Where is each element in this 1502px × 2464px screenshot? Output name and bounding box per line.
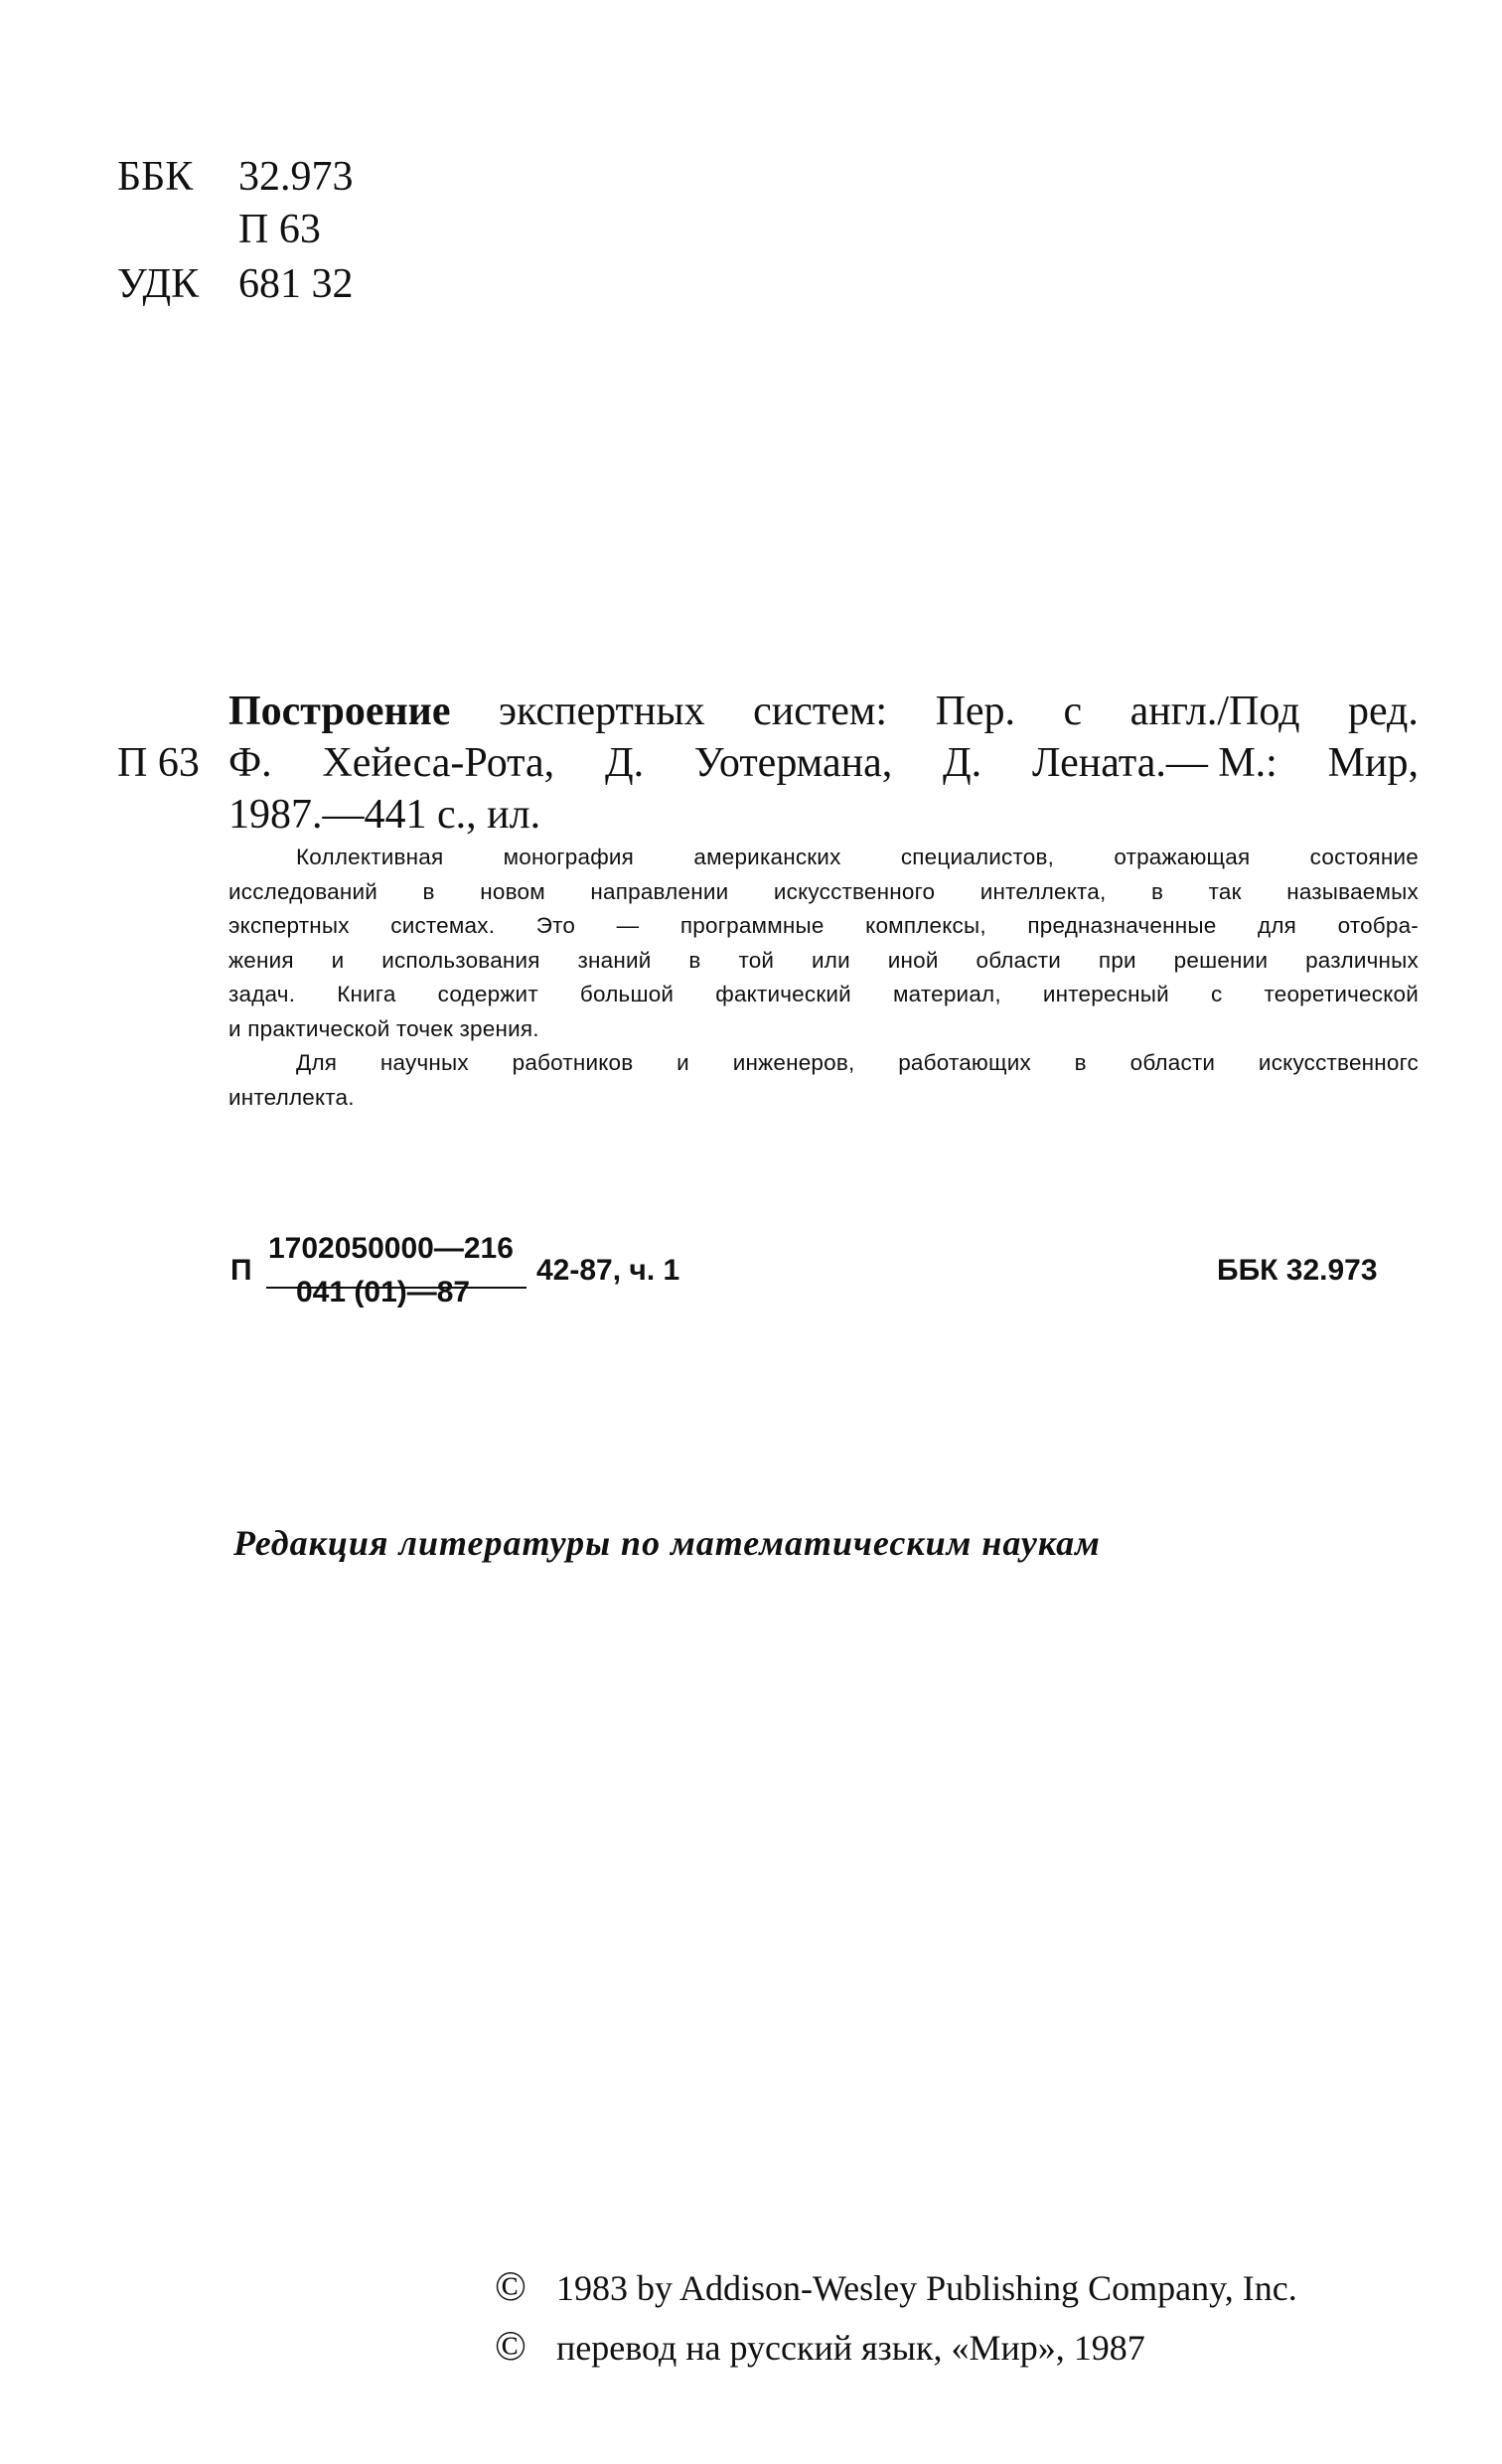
index-suffix: 42-87, ч. 1: [536, 1254, 680, 1287]
index-letter: П: [230, 1254, 252, 1287]
entry-word: англ./Под: [1129, 689, 1300, 734]
entry-word: Мир,: [1327, 740, 1419, 786]
entry-line-1: [228, 686, 1419, 737]
entry-line-3: 1987.—441 с., ил.: [228, 792, 541, 838]
entry-author-mark: П 63: [117, 740, 200, 786]
index-numerator: 1702050000—216: [268, 1232, 514, 1265]
entry-word: систем:: [753, 689, 888, 734]
udk-label: УДК: [117, 261, 200, 307]
udk-code: 681 32: [238, 261, 354, 307]
annotation: [228, 841, 1419, 1115]
annotation-line: задач. Книга содержит большой фактический материал, интересный с теоретической: [228, 982, 1419, 1006]
annotation-line: Для научных работников и инженеров, работающих в области искусственногс: [296, 1050, 1419, 1075]
annotation-line: и практической точек зрения.: [228, 1015, 539, 1041]
entry-word: ред.: [1347, 689, 1419, 734]
entry-word: Пер.: [935, 689, 1016, 734]
entry-word: Ф.: [228, 740, 272, 786]
entry-word: экспертных: [498, 689, 705, 734]
copyright-symbol: ©: [495, 2264, 526, 2310]
copyright-symbol: ©: [495, 2324, 526, 2370]
entry-word: Хейеса-Рота,: [322, 740, 555, 786]
annotation-line: экспертных системах. Это — программные комплексы, предназначенные для отобра-: [228, 913, 1419, 938]
entry-word: Уотермана,: [693, 740, 893, 786]
copyright-line-1: 1983 by Addison-Wesley Publishing Company, Inc.: [556, 2268, 1297, 2308]
bbk-code: 32.973: [238, 154, 354, 200]
entry-line-2: [228, 737, 1419, 789]
annotation-line: Коллективная монография американских специалистов, отражающая состояние: [296, 845, 1419, 869]
entry-word: Д.: [604, 740, 645, 786]
bbk-label: ББК: [117, 154, 194, 200]
entry-word: с: [1063, 689, 1083, 734]
editorial-line: Редакция литературы по математическим наукам: [233, 1523, 1101, 1563]
annotation-line: интеллекта.: [228, 1084, 355, 1110]
index-denominator: 041 (01)—87: [296, 1276, 471, 1309]
entry-word: Лената.— М.:: [1031, 740, 1277, 786]
entry-word: Д.: [943, 740, 982, 786]
copyright-line-2: перевод на русский язык, «Мир», 1987: [556, 2328, 1145, 2368]
index-bbk: ББК 32.973: [1217, 1254, 1378, 1287]
author-mark: П 63: [238, 207, 321, 252]
annotation-line: жения и использования знаний в той или иной области при решении различных: [228, 947, 1419, 973]
entry-title-word: Построение: [228, 689, 451, 734]
annotation-line: исследований в новом направлении искусственного интеллекта, в так называемых: [228, 878, 1419, 904]
